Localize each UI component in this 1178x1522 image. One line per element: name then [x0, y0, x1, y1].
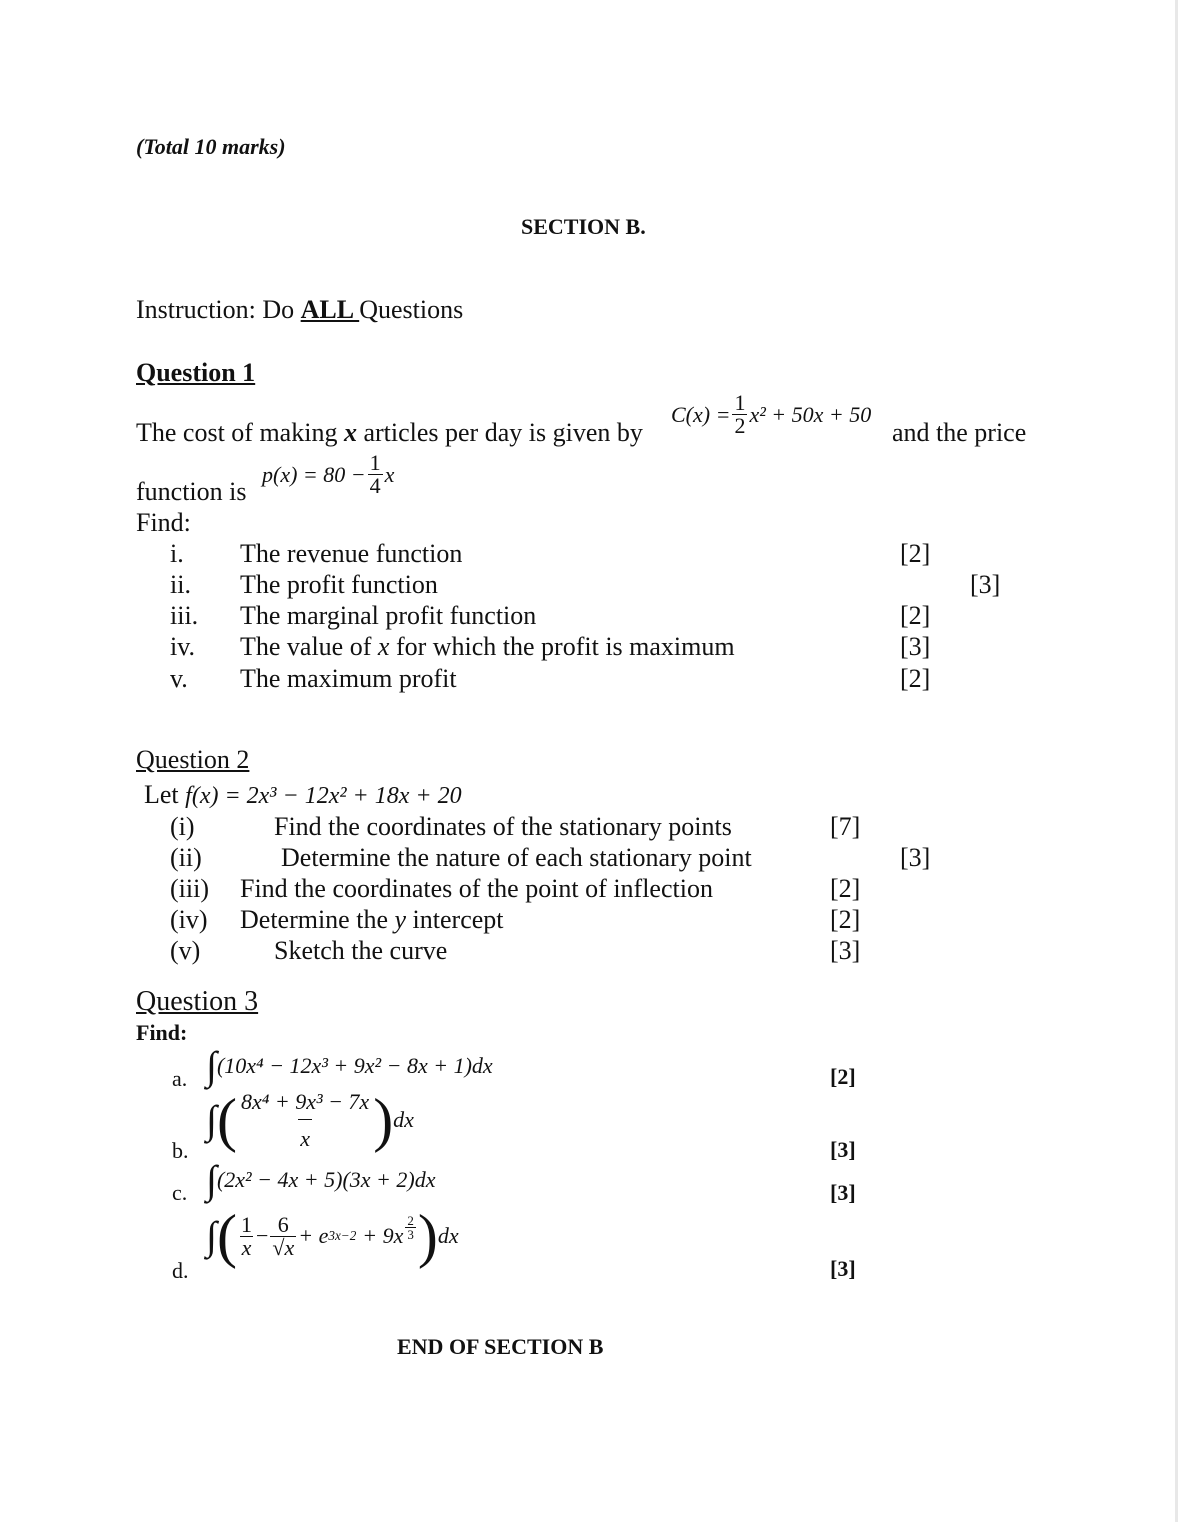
q1-item-num: iv.: [170, 632, 196, 661]
q1-item-text: The value of x for which the profit is maximum: [240, 632, 735, 661]
q3-item-label: c.: [172, 1180, 188, 1205]
q1-item-text: The maximum profit: [240, 664, 457, 693]
q1-item-text: The marginal profit function: [240, 601, 537, 630]
q1-item-num: ii.: [170, 570, 191, 599]
integral-sign: ∫: [206, 1213, 217, 1258]
integral-sign: ∫: [206, 1043, 217, 1088]
q3-item-marks: [3]: [830, 1180, 856, 1205]
q3-find: Find:: [136, 1020, 188, 1045]
cost-fraction: $\frac{1}{2}$: [734, 390, 746, 438]
q3-d-fraction-1: $\frac{1}{x}$: [240, 1211, 252, 1260]
question-1-title: Question 1: [136, 358, 256, 387]
q3-d-power: $\frac{2}{3}$: [407, 1212, 414, 1242]
q1-item-marks: [3]: [970, 570, 1001, 599]
cost-function: C(x) = $\frac{1}{2}$ x² + 50x + 50: [671, 390, 872, 438]
q3-item-label: d.: [172, 1258, 189, 1283]
q2-function: Let f(x) = 2x³ − 12x² + 18x + 20: [144, 780, 462, 809]
q2-item-text: Find the coordinates of the stationary points: [274, 812, 732, 841]
q3-item-label: a.: [172, 1066, 188, 1091]
q1-item-marks: [2]: [900, 539, 931, 568]
q2-item-text: Determine the y intercept: [240, 905, 504, 934]
q3-item-label: b.: [172, 1138, 189, 1163]
question-3-title: Question 3: [136, 986, 259, 1017]
q2-item-text: Find the coordinates of the point of inflection: [240, 874, 713, 903]
q1-intro: The cost of making x articles per day is given by: [136, 418, 643, 447]
end-of-section: END OF SECTION B: [397, 1334, 604, 1359]
q1-item-num: v.: [170, 664, 188, 693]
instruction: Instruction: Do ALL Questions: [136, 295, 464, 324]
q1-find: Find:: [136, 508, 191, 537]
q3-integral-c: ∫ (2x² − 4x + 5)(3x + 2)dx: [206, 1157, 436, 1202]
q2-item-text: Sketch the curve: [274, 936, 448, 965]
q2-item-num: (iii): [170, 874, 209, 903]
q2-item-num: (v): [170, 936, 201, 965]
q1-item-marks: [2]: [900, 601, 931, 630]
q2-item-num: (iv): [170, 905, 208, 934]
q2-item-marks: [3]: [900, 843, 931, 872]
q2-item-marks: [3]: [830, 936, 861, 965]
q3-item-marks: [3]: [830, 1256, 856, 1281]
question-2-title: Question 2: [136, 745, 250, 774]
q2-item-marks: [2]: [830, 905, 861, 934]
and-the-price: and the price: [892, 418, 1027, 447]
q1-item-marks: [2]: [900, 664, 931, 693]
price-fraction: $\frac{1}{4}$: [369, 450, 381, 498]
q3-b-fraction: $\frac{\text{8x⁴ + 9x³ − 7x}}{x}$: [240, 1088, 370, 1151]
q3-integral-a: ∫ (10x⁴ − 12x³ + 9x² − 8x + 1)dx: [206, 1043, 493, 1088]
q3-integral-b: ∫ ( $\frac{\text{8x⁴ + 9x³ − 7x}}{x}$ ) dx: [206, 1087, 414, 1153]
q2-item-num: (ii): [170, 843, 202, 872]
q2-item-marks: [7]: [830, 812, 861, 841]
q3-d-fraction-2: $\frac{6}{√x}$: [272, 1211, 295, 1260]
integral-sign: ∫: [206, 1097, 217, 1142]
q1-item-text: The revenue function: [240, 539, 463, 568]
instruction-emphasis: ALL: [300, 295, 360, 324]
function-is: function is: [136, 477, 247, 506]
total-marks: (Total 10 marks): [136, 134, 286, 159]
q2-item-num: (i): [170, 812, 195, 841]
q1-item-marks: [3]: [900, 632, 931, 661]
q2-item-text: Determine the nature of each stationary point: [281, 843, 752, 872]
q3-integral-d: ∫ ( $\frac{1}{x}$ − $\frac{6}{√x}$ + e 3x−2 + 9x $\frac{2}{3}$ ) dx: [206, 1203, 459, 1269]
section-title: SECTION B.: [521, 214, 646, 239]
q3-item-marks: [2]: [830, 1064, 856, 1089]
price-function: p(x) = 80 − $\frac{1}{4}$ x: [262, 450, 395, 498]
q1-item-text: The profit function: [240, 570, 438, 599]
integral-sign: ∫: [206, 1157, 217, 1202]
q3-item-marks: [3]: [830, 1137, 856, 1162]
q1-item-num: iii.: [170, 601, 199, 630]
q2-item-marks: [2]: [830, 874, 861, 903]
q1-item-num: i.: [170, 539, 184, 568]
